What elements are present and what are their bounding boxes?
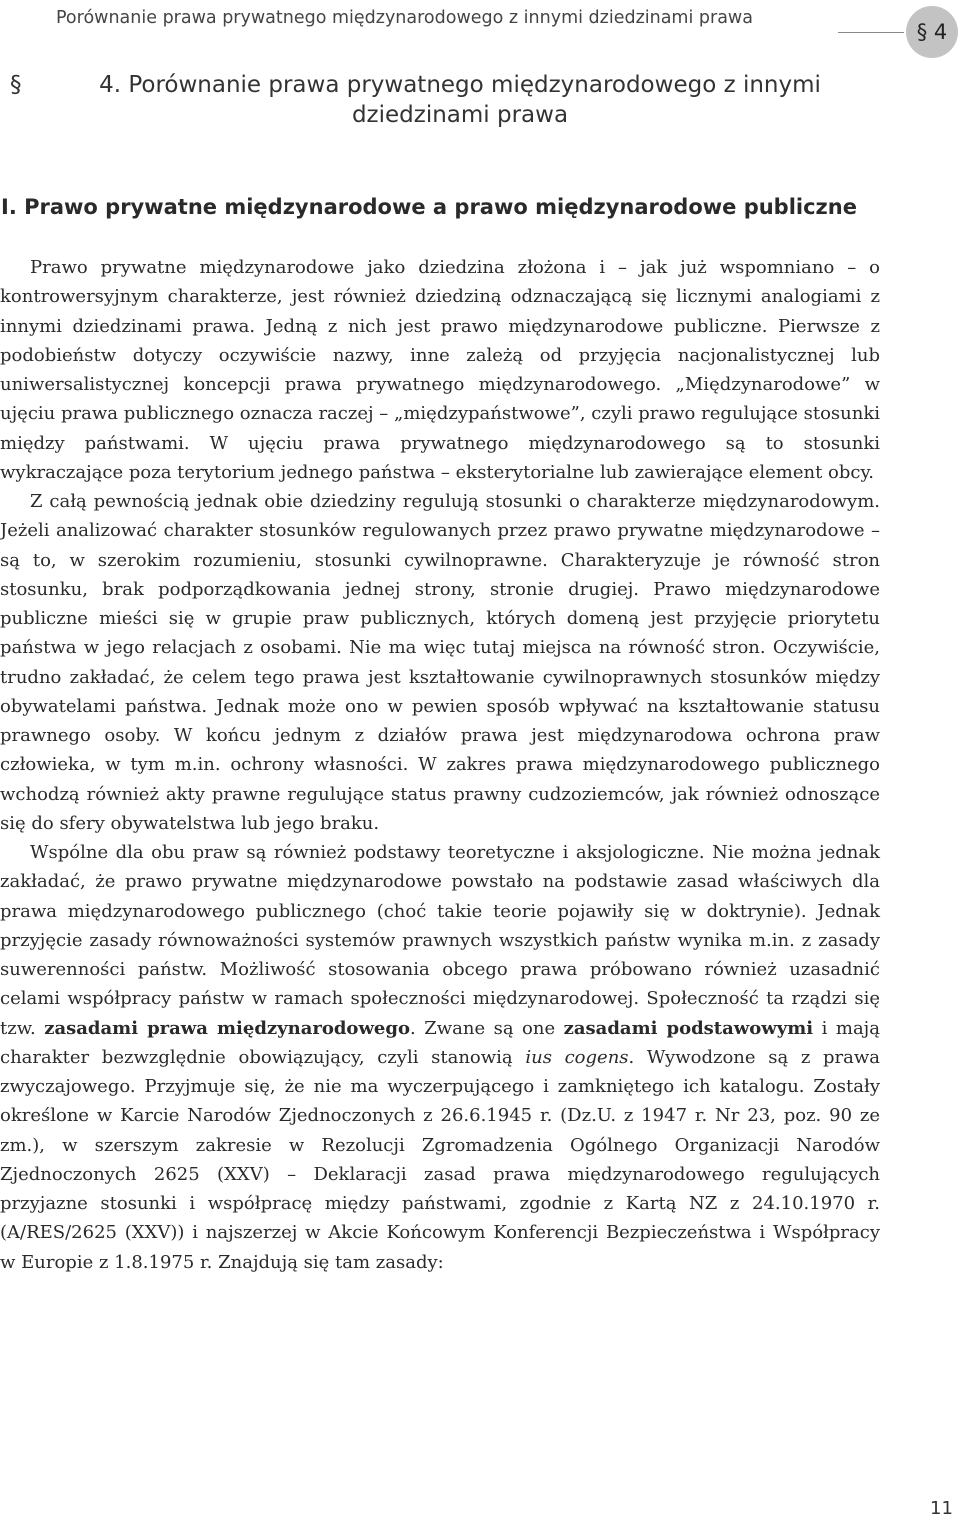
paragraph-1: Prawo prywatne międzynarodowe jako dziedzina złożona i – jak już wspomniano – o kontrowersyjnym charakterze, jest również dziedziną odznaczającą się licznymi analogiami z innymi dziedzinami prawa. Jedną z nich jest prawo międzynarodowe publiczne. Pierwsze z podobieństw dotyczy oczywiście nazwy, inne zależą od przyjęcia nacjonalistycznej lub uniwersalistycznej koncepcji prawa prywatnego międzynarodowego. „Międzynarodowe” w ujęciu prawa publicznego oznacza raczej – „międzypaństwowe”, czyli prawo regulujące stosunki między państwami. W ujęciu prawa prywatnego międzynarodowego są to stosunki wykraczające poza terytorium jednego państwa – eksterytorialne lub zawierające element obcy. xyxy=(0,257,880,483)
body-text xyxy=(0,253,880,1277)
paragraph-3-text-c: i mają charakter bezwzględnie obowiązujący, czyli stanowią xyxy=(0,1017,880,1068)
running-header: Porównanie prawa prywatnego międzynarodowego z innymi dziedzinami prawa xyxy=(56,8,753,28)
paragraph-3-text-b: . Zwane są one xyxy=(409,1017,564,1039)
section-title xyxy=(10,70,910,130)
paragraph-3 xyxy=(0,838,880,1277)
bold-term-zasady-prawa: zasadami prawa międzynarodowego xyxy=(44,1017,410,1039)
bold-term-zasady-podstawowe: zasadami podstawowymi xyxy=(563,1017,814,1039)
header-rule xyxy=(838,32,904,33)
paragraph-3-text-a: Wspólne dla obu praw są również podstawy teoretyczne i aksjologiczne. Nie można jednak zakładać, że prawo prywatne międzynarodowe powstało na podstawie zasad właściwych dla prawa międzynarodowego publicznego (choć takie teorie pojawiły się w doktrynie). Jednak przyjęcie zasady równoważności systemów prawnych wszystkich państw wynika m.in. z zasady suwerenności państw. Możliwość stosowania obcego prawa próbowano również uzasadnić celami współpracy państw w ramach społeczności międzynarodowej. Społeczność ta rządzi się tzw. xyxy=(0,842,880,1039)
paragraph-3-text-d: . Wywodzone są z prawa zwyczajowego. Przyjmuje się, że nie ma wyczerpującego i zamkniętego ich katalogu. Zostały określone w Karcie Narodów Zjednoczonych z 26.6.1945 r. (Dz.U. z 1947 r. Nr 23, poz. 90 ze zm.), w szerszym zakresie w Rezolucji Zgromadzenia Ogólnego Organizacji Narodów Zjednoczonych 2625 (XXV) – Deklaracji zasad prawa międzynarodowego regulujących przyjazne stosunki i współpracę między państwami, zgodnie z Kartą NZ z 24.10.1970 r. (A/RES/2625 (XXV)) i najszerzej w Akcie Końcowym Konferencji Bezpieczeństwa i Współpracy w Europie z 1.8.1975 r. Znajdują się tam zasady: xyxy=(0,1046,880,1273)
page-number: 11 xyxy=(930,1498,953,1519)
section-title-line1: 4. Porównanie prawa prywatnego międzynarodowego z innymi xyxy=(99,72,821,98)
section-title-line2: dziedzinami prawa xyxy=(351,102,569,128)
paragraph-2: Z całą pewnością jednak obie dziedziny regulują stosunki o charakterze międzynarodowym. Jeżeli analizować charakter stosunków regulowanych przez prawo prywatne międzynarodowe – są to, w szerokim rozumieniu, stosunki cywilnoprawne. Charakteryzuje je równość stron stosunku, brak podporządkowania jednej strony, stronie drugiej. Prawo międzynarodowe publiczne mieści się w grupie praw publicznych, których domeną jest przyjęcie priorytetu państwa w jego relacjach z osobami. Nie ma więc tutaj miejsca na równość stron. Oczywiście, trudno zakładać, że celem tego prawa jest kształtowanie cywilnoprawnych stosunków między obywatelami państwa. Jednak może ono w pewien sposób wpływać na kształtowanie statusu prawnego osoby. W końcu jednym z działów prawa jest międzynarodowa ochrona praw człowieka, w tym m.in. ochrony własności. W zakres prawa międzynarodowego publicznego wchodzą również akty prawne regulujące status prawny cudzoziemców, jak również odnoszące się do sfery obywatelstwa lub jego braku. xyxy=(0,491,880,834)
subsection-heading: I. Prawo prywatne międzynarodowe a prawo międzynarodowe publiczne xyxy=(1,195,857,219)
section-badge: § 4 xyxy=(906,6,958,58)
section-symbol: § xyxy=(10,72,22,98)
italic-term-ius-cogens: ius cogens xyxy=(525,1046,629,1068)
